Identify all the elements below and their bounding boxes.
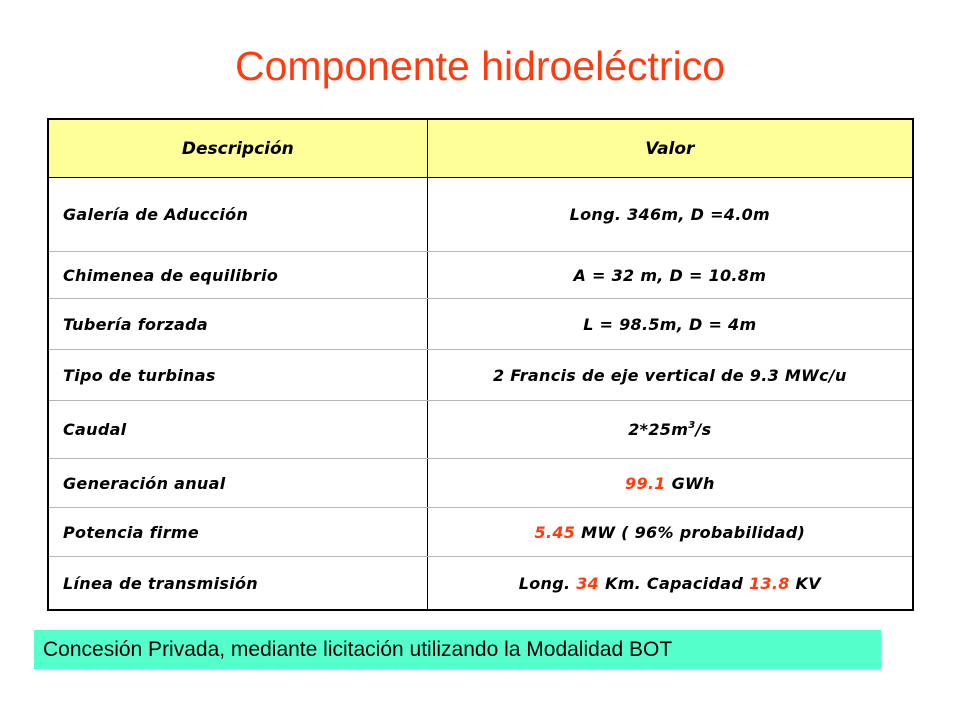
table-row [48, 252, 913, 299]
row-value: A = 32 m, D = 10.8m [427, 252, 913, 299]
row-value: L = 98.5m, D = 4m [427, 299, 913, 350]
row-description: Tubería forzada [48, 299, 427, 350]
table-row [48, 350, 913, 401]
value-tail: GWh [665, 473, 715, 493]
table-row [48, 178, 913, 252]
value-prefix: Long. [518, 573, 577, 593]
value-highlight-capacity: 13.8 [748, 573, 790, 593]
table-row [48, 401, 913, 459]
row-value: 2 Francis de eje vertical de 9.3 MWc/u [427, 350, 913, 401]
value-superscript: 3 [688, 420, 696, 431]
row-description: Tipo de turbinas [48, 350, 427, 401]
specs-table [47, 118, 914, 611]
row-description: Generación anual [48, 459, 427, 508]
row-value [427, 459, 913, 508]
value-highlight-length: 34 [576, 573, 600, 593]
value-tail: /s [695, 420, 712, 439]
row-description: Caudal [48, 401, 427, 459]
value-tail: KV [789, 573, 821, 593]
row-description: Chimenea de equilibrio [48, 252, 427, 299]
row-value [427, 557, 913, 611]
header-value: Valor [427, 119, 913, 178]
value-highlight: 99.1 [625, 473, 666, 493]
value-middle: Km. Capacidad [599, 573, 749, 593]
row-description: Galería de Aducción [48, 178, 427, 252]
row-value [427, 401, 913, 459]
row-description: Potencia firme [48, 508, 427, 557]
row-value [427, 508, 913, 557]
page-title: Componente hidroeléctrico [235, 43, 725, 89]
value-highlight: 5.45 [534, 522, 576, 542]
table-row [48, 557, 913, 611]
table-header-row [48, 119, 913, 178]
table-row [48, 299, 913, 350]
row-description: Línea de transmisión [48, 557, 427, 611]
table-row [48, 508, 913, 557]
table-row [48, 459, 913, 508]
concession-banner: Concesión Privada, mediante licitación utilizando la Modalidad BOT [34, 630, 881, 669]
value-tail: MW ( 96% probabilidad) [575, 522, 806, 542]
value-base: 2*25m [628, 420, 689, 439]
row-value: Long. 346m, D =4.0m [427, 178, 913, 252]
header-description: Descripción [48, 119, 427, 178]
